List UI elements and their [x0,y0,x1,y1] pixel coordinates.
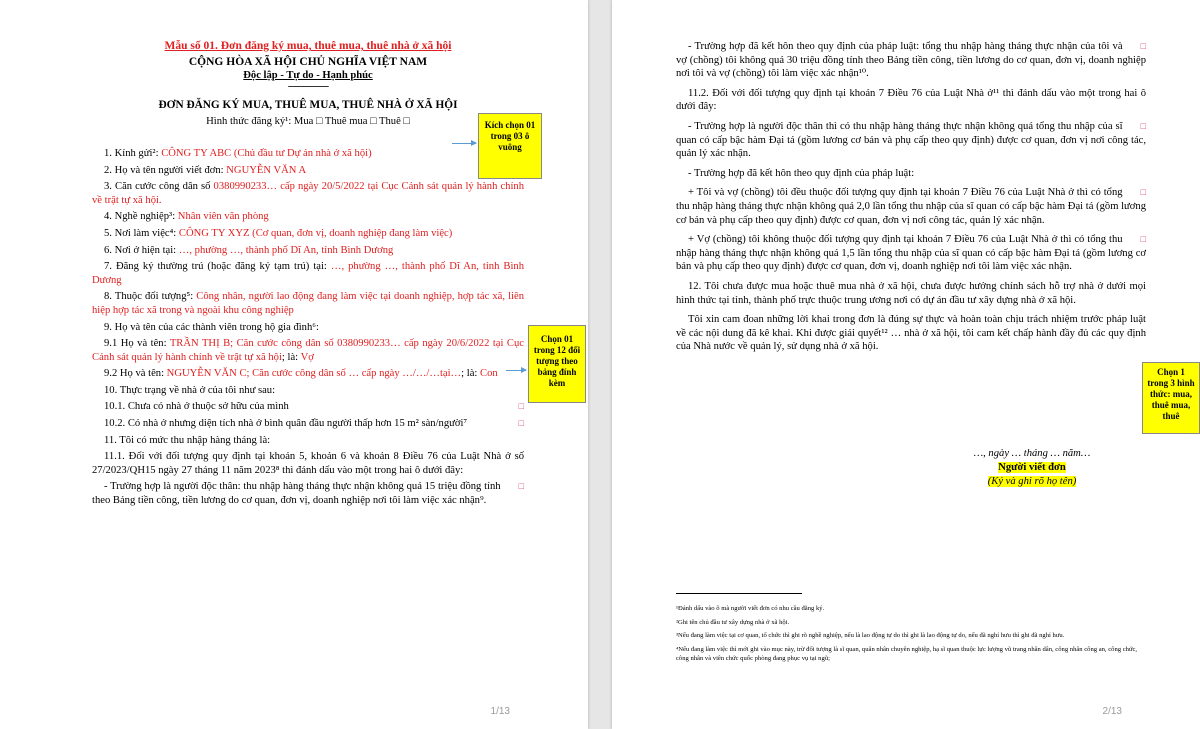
signature-block [912,447,1152,489]
income-one-spouse-option: □ + Vợ (chồng) tôi không thuộc đối tượng quy định tại khoản 7 Điều 76 của Luật Nhà ở thì có tổng thu nhập hàng tháng thực nhận không quá 1,5 lần tổng thu nhập của sĩ quan có cấp bậc hàm Đại tá (gồm lương cơ bản và phụ cấp theo quy định) được cơ quan, đơn vị, doanh nghiệp nơi tôi làm việc xác nhận. [676,234,1146,273]
date-line: …, ngày … tháng … năm… [973,448,1091,459]
field-registered-residence: 7. Đăng ký thường trú (hoặc đăng ký tạm trú) tại: …, phường …, thành phố Dĩ An, tỉnh Bình Dương [92,261,524,286]
header-separator: ---------------- [287,80,329,92]
housing-option-1: □ 10.1. Chưa có nhà ở thuộc sở hữu của mình [104,401,524,413]
annotation-note-registration-form: Chọn 1 trong 3 hình thức: mua, thuê mua, thuê [1142,362,1200,434]
footnote-item: ⁴Nếu đang làm việc thì mới ghi vào mục này, trừ đối tượng là sĩ quan, quân nhân chuyên nghiệp, hạ sĩ quan thuộc lực lượng vũ trang nhân dân, công nhân công an, công chức, công nhân và viên chức quốc phòng đang phục vụ tại ngũ; [676,645,1138,662]
commitment-section-12: 12. Tôi chưa được mua hoặc thuê mua nhà ở xã hội, chưa được hưởng chính sách hỗ trợ nhà ở dưới mọi hình thức tại tỉnh, thành phố trực thuộc trung ương nơi có dự án đầu tư xây dựng nhà ở xã hội. [676,280,1146,306]
field-income: 11. Tôi có mức thu nhập hàng tháng là: [104,434,271,446]
income-section-11-2: 11.2. Đối với đối tượng quy định tại khoản 7 Điều 76 của Luật Nhà ở¹¹ thì đánh dấu vào một trong hai ô dưới đây: [676,87,1146,113]
household-member-2: 9.2 Họ và tên: NGUYỄN VĂN C; Căn cước công dân số … cấp ngày …/…/…tại…; là: Con [104,368,498,380]
applicant-fields [92,147,524,508]
checkbox[interactable]: □ [518,401,524,412]
income-married-heading: - Trường hợp đã kết hôn theo quy định của pháp luật: [688,167,915,179]
checkbox[interactable]: □ [518,418,524,429]
signer-label: Người viết đơn [998,462,1066,473]
field-recipient: 1. Kính gửi²: CÔNG TY ABC (Chủ đầu tư Dự án nhà ở xã hội) [104,147,372,159]
income-section-11-1: 11.1. Đối với đối tượng quy định tại khoản 5, khoản 6 và khoản 8 Điều 76 của Luật Nhà ở số 27/2023/QH15 ngày 27 tháng 11 năm 2023⁸ thì đánh dấu vào một trong hai ô dưới đây: [92,451,524,476]
footnotes [676,604,1146,668]
signer-instruction: (Ký và ghi rõ họ tên) [987,476,1077,487]
income-both-spouses-option: □ + Tôi và vợ (chồng) tôi đều thuộc đối tượng quy định tại khoản 7 Điều 76 của Luật Nhà ở thì có tổng thu nhập hàng tháng thực nhận không quá 2,0 lần tổng thu nhập của sĩ quan có cấp bậc hàm Đại tá (gồm lương cơ bản và phụ cấp theo quy định) được cơ quan, đơn vị nơi công tác, quản lý xác nhận. [676,187,1146,226]
checkbox[interactable]: □ [518,481,524,492]
field-occupation: 4. Nghề nghiệp³: Nhân viên văn phòng [104,211,269,223]
annotation-arrow [452,143,476,144]
form-number-title: Mẫu số 01. Đơn đăng ký mua, thuê mua, thuê nhà ở xã hội [164,40,452,52]
document-title: ĐƠN ĐĂNG KÝ MUA, THUÊ MUA, THUÊ NHÀ Ở XÃ HỘI [158,98,458,111]
footnote-separator [676,593,802,594]
field-beneficiary-type: 8. Thuộc đối tượng⁵: Công nhân, người lao động đang làm việc tại doanh nghiệp, hợp tác xã, liên hiệp hợp tác xã trong và ngoài khu công nghiệp [92,291,524,316]
annotation-note-beneficiary: Chọn 01 trong 12 đối tượng theo bảng đính kèm [528,325,586,403]
housing-option-2: □ 10.2. Có nhà ở nhưng diện tích nhà ở bình quân đầu người thấp hơn 15 m² sàn/người⁷ [104,418,524,430]
national-motto: Độc lập - Tự do - Hạnh phúc [243,70,373,82]
annotation-note-registration-type: Kích chọn 01 trong 03 ô vuông [478,113,542,179]
registration-type-line: Hình thức đăng ký¹: Mua □ Thuê mua □ Thuê □ [206,116,410,128]
footnote-item: ¹Đánh dấu vào ô mà người viết đơn có nhu cầu đăng ký. [676,605,825,612]
field-applicant-name: 2. Họ và tên người viết đơn: NGUYỄN VĂN A [104,164,307,176]
checkbox[interactable]: □ [1140,41,1146,51]
income-single-officer-option: □ - Trường hợp là người độc thân thì có thu nhập hàng tháng thực nhận không quá tổng thu nhập của sĩ quan có cấp bậc hàm Đại tá (gồm lương cơ bản và phụ cấp theo quy định) được cơ quan, đơn vị nơi công tác, quản lý xác nhận. [676,120,1146,160]
income-married-option: □ - Trường hợp đã kết hôn theo quy định của pháp luật: tổng thu nhập hàng tháng thực nhận của tôi và vợ (chồng) tôi không quá 30 triệu đồng tính theo Bảng tiền công, tiền lương do cơ quan, đơn vị, doanh nghiệp nơi tôi và vợ (chồng) tôi làm việc xác nhận¹⁰. [676,41,1146,80]
national-header: CỘNG HÒA XÃ HỘI CHỦ NGHĨA VIỆT NAM [188,55,428,68]
checkbox[interactable]: □ [1140,187,1146,198]
footnote-item: ²Ghi tên chủ đầu tư xây dựng nhà ở xã hội. [676,618,790,626]
page-number: 2/13 [1102,706,1122,717]
field-id-card: 3. Căn cước công dân số 0380990233… cấp ngày 20/5/2022 tại Cục Cảnh sát quản lý hành chính về trật tự xã hội. [92,181,524,206]
page-number: 1/13 [490,706,510,717]
checkbox[interactable]: □ [1140,234,1146,245]
declaration-paragraph: Tôi xin cam đoan những lời khai trong đơn là đúng sự thực và hoàn toàn chịu trách nhiệm trước pháp luật về các nội dung đã kê khai. Khi được giải quyết¹² … nhà ở xã hội, tôi cam kết chấp hành đầy đủ các quy định của Nhà nước về quản lý, sử dụng nhà ở xã hội. [676,314,1146,353]
checkbox[interactable]: □ [1140,120,1146,131]
document-page-1 [0,0,588,729]
document-page-2 [612,0,1200,729]
page-1-content [92,40,524,511]
field-current-address: 6. Nơi ở hiện tại: …, phường …, thành phố Dĩ An, tỉnh Bình Dương [104,244,394,256]
field-household-members: 9. Họ và tên của các thành viên trong hộ gia đình⁶: [104,321,319,333]
household-member-1: 9.1 Họ và tên: TRẦN THỊ B; Căn cước công dân số 0380990233… cấp ngày 20/6/2022 tại Cục Cảnh sát quản lý hành chính về trật tự xã hội; là: Vợ [92,338,524,363]
page-2-content [676,40,1146,360]
field-workplace: 5. Nơi làm việc⁴: CÔNG TY XYZ (Cơ quan, đơn vị, doanh nghiệp đang làm việc) [104,227,453,239]
footnote-item: ³Nếu đang làm việc tại cơ quan, tổ chức thì ghi rõ nghề nghiệp, nếu là lao động tự do thì ghi là lao động tự do, nếu đã nghỉ hưu thì ghi đã nghỉ hưu. [676,632,1065,639]
field-housing-status: 10. Thực trạng về nhà ở của tôi như sau: [104,384,276,396]
income-single-option: □ - Trường hợp là người độc thân: thu nhập hàng tháng thực nhận không quá 15 triệu đồng tính theo Bảng tiền công, tiền lương do cơ quan, đơn vị, doanh nghiệp nơi tôi làm việc xác nhận⁹. [92,481,524,507]
annotation-arrow [506,370,526,371]
